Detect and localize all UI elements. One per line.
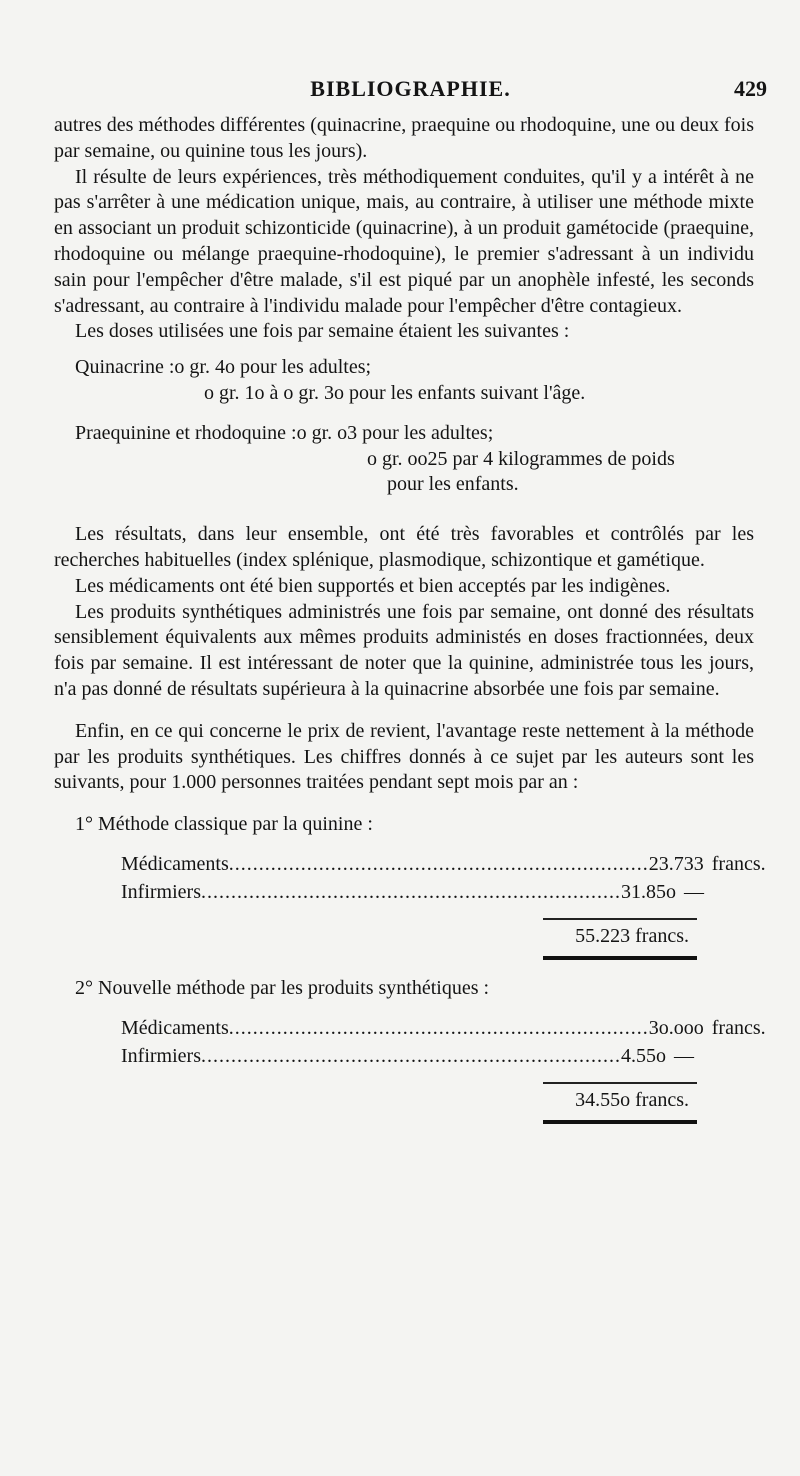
running-header (54, 76, 767, 106)
dose-row-quinacrine (54, 355, 754, 381)
cost-method-1 (54, 812, 766, 960)
cost-amount: 4.55o (620, 1044, 666, 1067)
cost-unit: francs. (711, 1016, 766, 1039)
dose-value: o gr. 1o à o gr. 3o pour les enfants suivant l'âge. (204, 381, 586, 404)
cost-table (54, 852, 766, 908)
cost-unit: — (683, 880, 704, 903)
dot-leader: ...................................................................... (228, 1016, 649, 1039)
dose-value: o gr. o3 pour les adultes; (296, 421, 494, 444)
cost-item-name: Médicaments (121, 1016, 229, 1039)
cost-method-2 (54, 976, 766, 1124)
cost-item-name: Infirmiers (121, 880, 201, 903)
dose-label: Praequinine et rhodoquine : (75, 421, 297, 444)
dose-row-praequinine (54, 421, 754, 447)
paragraph: Les médicaments ont été bien supportés et bien acceptés par les indigènes. (75, 574, 671, 597)
dose-value: pour les enfants. (387, 473, 519, 496)
cost-row (54, 880, 704, 908)
header-title: BIBLIOGRAPHIE. (310, 76, 511, 101)
method-title: 2° Nouvelle méthode par les produits synthétiques : (75, 976, 490, 999)
cost-amount: 31.85o (620, 880, 676, 903)
dose-row-praequinine-children-2 (54, 472, 754, 498)
method-title: 1° Méthode classique par la quinine : (75, 813, 373, 836)
page-number: 429 (734, 76, 767, 101)
paragraph: Les doses utilisées une fois par semaine étaient les suivantes : (75, 320, 570, 343)
dot-leader: ...................................................................... (200, 880, 621, 903)
cost-row (54, 852, 766, 880)
cost-unit: — (673, 1044, 694, 1067)
paragraph: Il résulte de leurs expériences, très méthodiquement conduites, qu'il y a intérêt à ne pas s'arrêter à une médication unique, mais, au contraire, à utiliser une méthode mixte en associant un produit schizonticide (quinacrine), à un produit gamétocide (praequine, rhodoquine ou mélange praequine-rhodoquine), le premier s'adressant à un individu sain pour l'empêcher d'être malade, s'il est piqué par un anophèle infesté, les seconds s'adressant, au contraire à l'individu malade pour l'empêcher d'être contagieux. (54, 165, 754, 317)
paragraph: Enfin, en ce qui concerne le prix de revient, l'avantage reste nettement à la méthode par les produits synthétiques. Les chiffres donnés à ce sujet par les auteurs sont les suivants, pour 1.000 personnes traitées pendant sept mois par an : (54, 719, 754, 794)
dose-row-quinacrine-children (54, 381, 754, 407)
total-rule (543, 956, 697, 960)
cost-amount: 23.733 (648, 852, 704, 875)
dose-value: o gr. oo25 par 4 kilogrammes de poids (367, 447, 675, 470)
cost-item-name: Infirmiers (121, 1044, 201, 1067)
page-body (54, 113, 766, 1124)
paragraph: Les résultats, dans leur ensemble, ont été très favorables et contrôlés par les recherches habituelles (index splénique, plasmodique, schizontique et gamétique. (54, 523, 754, 571)
cost-table (54, 1016, 766, 1072)
cost-unit: francs. (711, 852, 766, 875)
paragraph: autres des méthodes différentes (quinacrine, praequine ou rhodoquine, une ou deux fois par semaine, ou quinine tous les jours). (54, 114, 754, 162)
cost-item-name: Médicaments (121, 852, 229, 875)
cost-row (54, 1016, 766, 1044)
dose-value: o gr. 4o pour les adultes; (174, 356, 372, 379)
dose-label: Quinacrine : (75, 356, 175, 379)
cost-total-row (54, 1084, 697, 1118)
dot-leader: ...................................................................... (228, 852, 649, 875)
dot-leader: ...................................................................... (200, 1044, 621, 1067)
paragraph: Les produits synthétiques administrés une fois par semaine, ont donné des résultats sensiblement équivalents aux mêmes produits administés en doses fractionnées, deux fois par semaine. Il est intéressant de noter que la quinine, administrée tous les jours, n'a pas donné de résultats supérieura à la quinacrine absorbée une fois par semaine. (54, 600, 754, 700)
cost-total: 34.55o francs. (575, 1088, 689, 1111)
cost-total: 55.223 francs. (575, 925, 689, 948)
cost-row (54, 1044, 697, 1072)
cost-amount: 3o.ooo (648, 1016, 704, 1039)
total-rule (543, 1120, 697, 1124)
dose-list (54, 355, 754, 498)
dose-row-praequinine-children (54, 447, 754, 473)
cost-total-row (54, 920, 697, 954)
